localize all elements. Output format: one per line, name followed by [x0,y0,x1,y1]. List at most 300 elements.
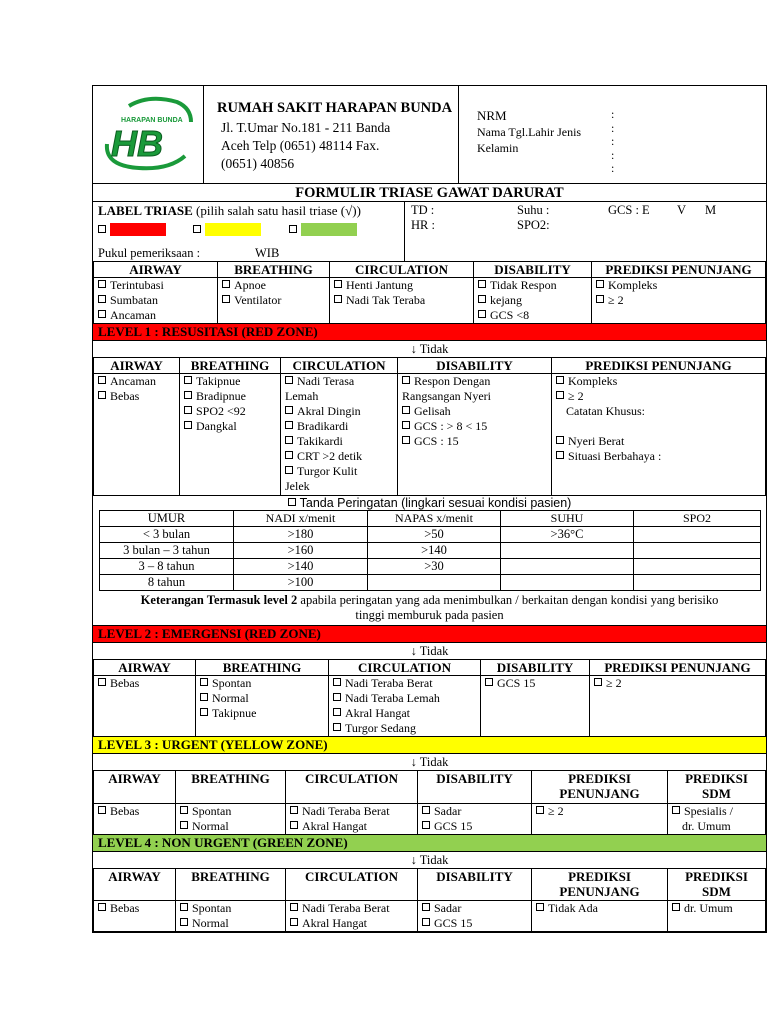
checkbox-icon[interactable] [536,903,544,911]
option-item[interactable] [285,434,393,449]
disability-cell [474,278,592,324]
col-airway: AIRWAY [94,660,196,676]
col-circulation: CIRCULATION [286,869,418,901]
warning-row [100,559,761,575]
warning-col-umur: UMUR [100,511,234,527]
col-breathing: BREATHING [218,262,330,278]
checkbox-icon[interactable] [672,806,680,814]
option-item[interactable] [556,389,761,404]
sdm-cell [668,803,766,834]
option-item[interactable] [556,449,761,464]
nrm-label: NRM [477,108,507,123]
option-item[interactable] [285,374,393,389]
warning-cell [634,543,761,559]
warning-cell: >50 [368,527,501,543]
catatan-khusus-label: Catatan Khusus: [566,404,645,418]
col-prediksi: PREDIKSI PENUNJANG [590,660,766,676]
option-label: Takipnue [196,374,241,388]
option-item[interactable] [285,404,393,419]
warning-col-spo2: SPO2 [634,511,761,527]
checkbox-icon[interactable] [98,280,106,288]
option-item[interactable] [98,804,171,819]
level1-criteria-table [93,261,766,324]
option-item[interactable] [200,676,324,691]
checkbox-icon[interactable] [184,421,192,429]
col-airway: AIRWAY [94,869,176,901]
option-item[interactable] [422,916,527,931]
checkbox-icon[interactable] [98,806,106,814]
checkbox-icon[interactable] [285,451,293,459]
breathing-cell [176,803,286,834]
warning-cell: 3 bulan – 3 tahun [100,543,234,559]
wib-label: WIB [255,246,280,260]
warning-cell [634,559,761,575]
circulation-cell [330,278,474,324]
spo2-label: SPO2: [517,218,550,232]
option-label: Respon Dengan [414,374,491,388]
checkbox-icon[interactable] [334,295,342,303]
option-item[interactable] [222,293,325,308]
colon: : [611,161,615,175]
checkbox-icon[interactable] [285,436,293,444]
breathing-cell [218,278,330,324]
prediksi-cell [592,278,766,324]
sdm-cell [668,901,766,932]
option-label: Situasi Berbahaya : [568,449,662,463]
option-label-continued: Rangsangan Nyeri [402,389,491,403]
warning-row [100,575,761,591]
option-label: Normal [212,691,249,705]
airway-cell [94,278,218,324]
col-prediksi-sdm: PREDIKSI SDM [668,771,766,803]
option-label: GCS 15 [497,676,536,690]
warning-cell: 8 tahun [100,575,234,591]
option-item[interactable] [478,293,587,308]
airway-cell [94,901,176,932]
checkbox-icon[interactable] [222,280,230,288]
option-item[interactable] [180,819,281,834]
option-item[interactable] [98,901,171,916]
warning-cell: >36°C [501,527,634,543]
option-label: Nadi Teraba Lemah [345,691,440,705]
warning-cell [634,575,761,591]
penunjang-cell [532,803,668,834]
option-label: Normal [192,818,229,833]
dob-gender-label: Kelamin [477,141,519,155]
checkbox-icon[interactable] [422,821,430,829]
circulation-cell [281,374,398,496]
option-item[interactable] [596,293,761,308]
warning-title-text: Tanda Peringatan (lingkari sesuai kondisi pasien) [299,496,572,510]
col-disability: DISABILITY [418,869,532,901]
checkbox-icon[interactable] [288,498,296,506]
disability-cell [418,901,532,932]
option-label: Nadi Teraba Berat [302,901,390,915]
col-prediksi: PREDIKSI PENUNJANG [552,358,766,374]
col-airway: AIRWAY [94,358,180,374]
checkbox-icon[interactable] [180,903,188,911]
option-label: SPO2 <92 [196,404,246,418]
circulation-cell [286,901,418,932]
level2-criteria-table [93,358,766,496]
col-disability: DISABILITY [474,262,592,278]
option-item[interactable] [200,691,324,706]
form-header [93,86,766,184]
option-label: CRT >2 detik [297,449,363,463]
option-label-continued: Jelek [285,479,310,493]
option-item[interactable] [98,389,175,404]
checkbox-icon[interactable] [98,310,106,318]
tidak-arrow: ↓ Tidak [93,852,766,869]
option-label: Bebas [110,901,140,915]
option-label: Bradikardi [297,419,349,433]
level3-criteria-table [93,660,766,737]
warning-cell: < 3 bulan [100,527,234,543]
option-label: Ventilator [234,293,282,307]
option-label: Normal [192,916,229,930]
option-label: Nadi Teraba Berat [345,676,433,690]
checkbox-icon[interactable] [290,821,298,829]
option-label: Tidak Respon [490,278,557,292]
option-item[interactable] [290,804,413,819]
keterangan-text: tinggi memburuk pada pasien [355,608,504,622]
breathing-cell [196,676,329,737]
logo-cell [93,86,204,184]
option-label: Bradipnue [196,389,246,403]
red-swatch [110,223,166,236]
option-item[interactable] [334,293,469,308]
col-breathing: BREATHING [196,660,329,676]
option-label: Ancaman [110,308,156,322]
checkbox-icon[interactable] [422,918,430,926]
option-item[interactable] [98,278,213,293]
warning-col-napas: NAPAS x/menit [368,511,501,527]
checkbox-icon[interactable] [285,376,293,384]
option-label: GCS <8 [490,308,530,322]
warning-col-suhu: SUHU [501,511,634,527]
option-item[interactable] [485,676,585,691]
option-label: Kompleks [608,278,658,292]
checkbox-icon[interactable] [180,918,188,926]
airway-cell [94,803,176,834]
checkbox-icon[interactable] [200,678,208,686]
option-label: Nyeri Berat [568,434,625,448]
td-label: TD : [411,203,435,217]
level3-bar: LEVEL 3 : URGENT (YELLOW ZONE) [93,737,766,754]
option-item[interactable] [402,419,547,434]
circulation-cell [286,803,418,834]
checkbox-icon[interactable] [200,708,208,716]
option-item[interactable] [422,804,527,819]
option-label: Gelisah [414,404,451,418]
option-label: Akral Hangat [345,706,410,720]
option-item[interactable] [290,916,413,931]
checkbox-icon[interactable] [594,678,602,686]
option-label: ≥ 2 [568,389,584,403]
checkbox-icon[interactable] [478,295,486,303]
label-triase-label: LABEL TRIASE [98,203,193,218]
gcs-m-label: M [705,203,717,217]
option-label: Bebas [110,389,140,403]
option-item[interactable] [180,804,281,819]
option-item[interactable] [478,278,587,293]
option-label: Bebas [110,676,140,690]
option-label: Spesialis / [684,803,734,818]
col-circulation: CIRCULATION [286,771,418,803]
checkbox-icon[interactable] [290,806,298,814]
option-item[interactable] [98,676,191,691]
triase-yellow-option[interactable] [193,221,261,239]
option-label: GCS 15 [434,818,473,833]
option-item[interactable] [556,374,761,389]
checkbox-icon[interactable] [478,310,486,318]
col-airway: AIRWAY [94,771,176,803]
warning-cell [368,575,501,591]
checkbox-icon[interactable] [556,391,564,399]
checkbox-icon[interactable] [285,421,293,429]
option-item[interactable] [402,374,547,389]
option-label: kejang [490,293,522,307]
checkbox-icon[interactable] [536,806,544,814]
form-title: FORMULIR TRIASE GAWAT DARURAT [93,184,766,202]
checkbox-icon[interactable] [402,406,410,414]
checkbox-icon[interactable] [333,678,341,686]
option-label: Akral Dingin [297,404,361,418]
checkbox-icon[interactable] [200,693,208,701]
hospital-name: RUMAH SAKIT HARAPAN BUNDA [217,100,453,116]
checkbox-icon[interactable] [184,376,192,384]
checkbox-icon[interactable] [289,225,297,233]
option-label: Ancaman [110,374,156,388]
option-item[interactable] [556,434,761,449]
svg-text:HARAPAN BUNDA: HARAPAN BUNDA [121,117,183,124]
option-item[interactable] [333,691,476,706]
option-item[interactable] [285,419,393,434]
option-label: Nadi Tak Teraba [346,293,426,307]
checkbox-icon[interactable] [290,918,298,926]
warning-cell [501,543,634,559]
option-item[interactable] [334,278,469,293]
checkbox-icon[interactable] [556,451,564,459]
checkbox-icon[interactable] [402,421,410,429]
dob-gender-label: Nama Tgl.Lahir Jenis [477,125,582,139]
checkbox-icon[interactable] [98,678,106,686]
option-item[interactable] [422,819,527,834]
hr-label: HR : [411,218,435,232]
option-item[interactable] [672,901,761,916]
option-item[interactable] [285,464,393,479]
option-label: Turgor Sedang [345,721,417,735]
header-divider [458,86,459,184]
address-line: Aceh Telp (0651) 48114 Fax. [221,138,380,153]
option-label: Nadi Teraba Berat [302,803,390,818]
colon: : [611,107,615,121]
option-item[interactable] [98,293,213,308]
checkbox-icon[interactable] [285,466,293,474]
checkbox-icon[interactable] [222,295,230,303]
option-item[interactable] [98,308,213,323]
option-item[interactable] [402,404,547,419]
option-item[interactable] [180,916,281,931]
col-disability: DISABILITY [481,660,590,676]
option-label: Turgor Kulit [297,464,358,478]
warning-row [100,543,761,559]
option-item[interactable] [98,374,175,389]
address-line: (0651) 40856 [221,156,295,171]
triase-green-option[interactable] [289,221,357,239]
option-label: GCS : 15 [414,434,459,448]
colon: : [611,134,615,148]
col-prediksi-penunjang: PREDIKSI PENUNJANG [532,869,668,901]
option-label: Henti Jantung [346,278,413,292]
svg-text:HB: HB [111,123,163,164]
hospital-logo [99,96,199,176]
warning-cell [501,559,634,575]
option-item[interactable] [672,804,761,819]
checkbox-icon[interactable] [333,708,341,716]
checkbox-icon[interactable] [672,903,680,911]
level4-criteria-table [93,771,766,835]
warning-table [99,510,761,591]
label-triase-section [93,202,766,262]
checkbox-icon[interactable] [422,806,430,814]
option-label: Terintubasi [110,278,164,292]
checkbox-icon[interactable] [180,821,188,829]
checkbox-icon[interactable] [333,693,341,701]
option-label-continued: Lemah [285,389,319,403]
gcs-v-label: V [677,203,687,217]
label-triase-hint: (pilih salah satu hasil triase (√)) [196,203,361,218]
warning-cell: 3 – 8 tahun [100,559,234,575]
keterangan-text: apabila peringatan yang ada menimbulkan / berkaitan dengan kondisi yang berisiko [300,593,719,607]
warning-cell: >140 [234,559,368,575]
checkbox-icon[interactable] [596,280,604,288]
option-item[interactable] [290,901,413,916]
option-item[interactable] [285,449,393,464]
colon: : [611,147,615,162]
option-item[interactable] [333,676,476,691]
option-label: ≥ 2 [548,803,564,818]
option-item[interactable] [333,721,476,736]
checkbox-icon[interactable] [285,406,293,414]
option-item[interactable] [200,706,324,721]
checkbox-icon[interactable] [98,391,106,399]
airway-cell [94,676,196,737]
col-breathing: BREATHING [176,771,286,803]
col-airway: AIRWAY [94,262,218,278]
option-item[interactable] [536,804,663,819]
airway-cell [94,374,180,496]
option-item[interactable] [594,676,761,691]
checkbox-icon[interactable] [334,280,342,288]
col-prediksi-sdm: PREDIKSI SDM [668,869,766,901]
triage-form [92,85,767,933]
disability-cell [398,374,552,496]
checkbox-icon[interactable] [478,280,486,288]
exam-time-label: Pukul pemeriksaan : [98,246,201,260]
hospital-address [221,119,390,173]
option-item[interactable] [478,308,587,323]
option-item[interactable] [222,278,325,293]
breathing-cell [180,374,281,496]
checkbox-icon[interactable] [485,678,493,686]
option-label: Spontan [192,901,232,915]
option-label: Kompleks [568,374,618,388]
col-breathing: BREATHING [176,869,286,901]
option-item[interactable] [184,389,276,404]
checkbox-icon[interactable] [596,295,604,303]
option-item[interactable] [184,419,276,434]
checkbox-icon[interactable] [98,376,106,384]
checkbox-icon[interactable] [98,295,106,303]
patient-colons [611,108,614,176]
warning-row [100,527,761,543]
checkbox-icon[interactable] [556,376,564,384]
checkbox-icon[interactable] [422,903,430,911]
warning-cell: >180 [234,527,368,543]
checkbox-icon[interactable] [193,225,201,233]
warning-cell: >160 [234,543,368,559]
option-label: Sadar [434,901,462,915]
checkbox-icon[interactable] [184,391,192,399]
col-disability: DISABILITY [418,771,532,803]
option-item[interactable] [402,434,547,449]
option-item[interactable] [536,901,663,916]
option-item[interactable] [596,278,761,293]
address-line: Jl. T.Umar No.181 - 211 Banda [221,120,391,135]
checkbox-icon[interactable] [290,903,298,911]
option-item[interactable] [290,819,413,834]
option-label: GCS : > 8 < 15 [414,419,488,433]
checkbox-icon[interactable] [402,376,410,384]
warning-cell: >100 [234,575,368,591]
penunjang-cell [532,901,668,932]
patient-info [477,108,581,156]
checkbox-icon[interactable] [333,723,341,731]
option-label: Tidak Ada [548,901,598,915]
suhu-label: Suhu : [517,203,550,217]
checkbox-icon[interactable] [184,406,192,414]
option-item[interactable] [184,374,276,389]
checkbox-icon[interactable] [180,806,188,814]
option-item[interactable] [333,706,476,721]
checkbox-icon[interactable] [98,903,106,911]
option-label: Akral Hangat [302,818,367,833]
checkbox-icon[interactable] [98,225,106,233]
level4-bar: LEVEL 4 : NON URGENT (GREEN ZONE) [93,835,766,852]
option-label: Spontan [212,676,252,690]
col-disability: DISABILITY [398,358,552,374]
option-label: Spontan [192,803,232,818]
colon: : [611,120,615,135]
option-item[interactable] [180,901,281,916]
option-item[interactable] [422,901,527,916]
warning-signs-section [93,496,766,626]
option-label: ≥ 2 [608,293,624,307]
level1-bar: LEVEL 1 : RESUSITASI (RED ZONE) [93,324,766,341]
option-label: Bebas [110,803,140,818]
triase-red-option[interactable] [98,221,166,239]
option-item[interactable] [184,404,276,419]
option-label: Dangkal [196,419,237,433]
option-label: GCS 15 [434,916,473,930]
disability-cell [481,676,590,737]
checkbox-icon[interactable] [556,436,564,444]
checkbox-icon[interactable] [402,436,410,444]
option-label: ≥ 2 [606,676,622,690]
option-label: Sadar [434,803,462,818]
col-prediksi: PREDIKSI PENUNJANG [592,262,766,278]
